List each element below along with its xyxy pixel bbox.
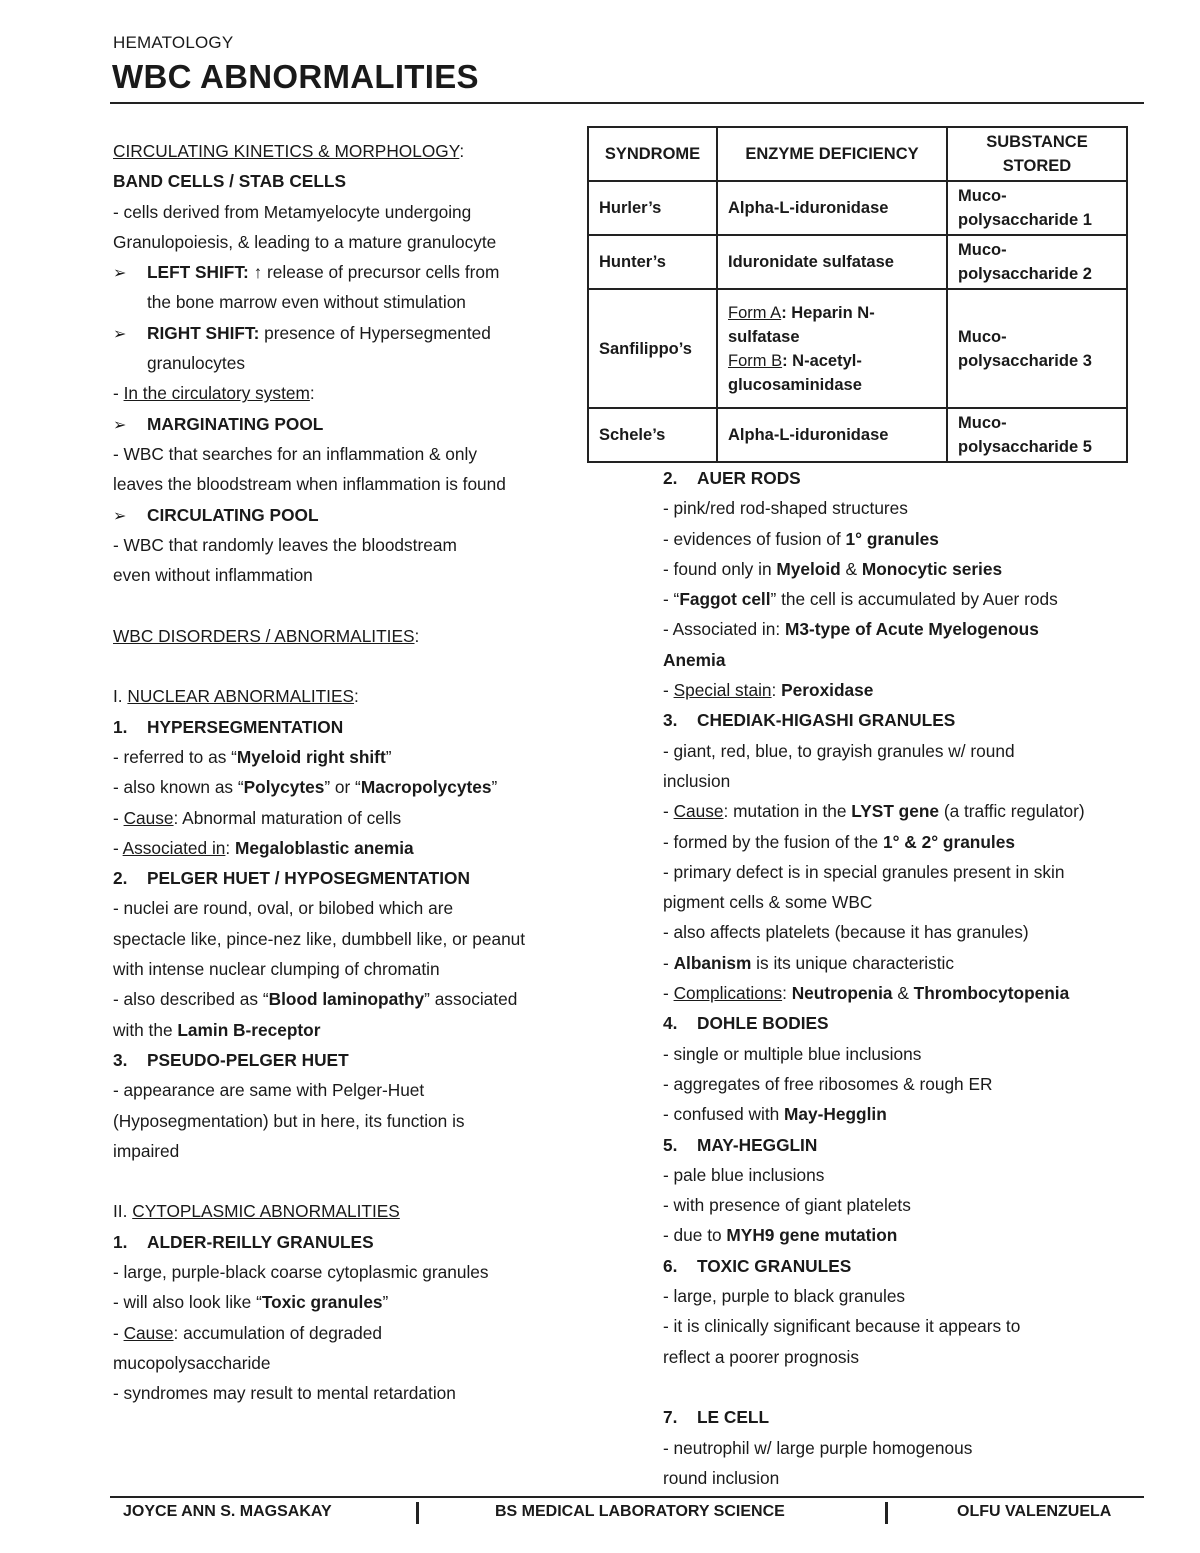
arrowhead-bullet-icon: ➢ (113, 325, 127, 343)
header-rule (110, 102, 1144, 104)
table-header-row (588, 127, 1127, 181)
cytoplasmic-heading: II. CYTOPLASMIC ABNORMALITIES (113, 1201, 400, 1222)
text-line: - also described as “Blood laminopathy” associated (113, 989, 518, 1010)
text-line: - formed by the fusion of the 1° & 2° granules (663, 831, 1015, 852)
left-column (113, 136, 591, 1408)
text-line: - giant, red, blue, to grayish granules w/ round (663, 740, 1015, 761)
text-line: - pink/red rod-shaped structures (663, 498, 908, 519)
pelger-huet-heading: 2. PELGER HUET / HYPOSEGMENTATION (113, 868, 470, 889)
chediak-higashi-heading: 3. CHEDIAK-HIGASHI GRANULES (663, 710, 956, 731)
dohle-bodies-heading: 4. DOHLE BODIES (663, 1013, 829, 1034)
text-line: - “Faggot cell” the cell is accumulated by Auer rods (663, 589, 1058, 610)
text-line: - appearance are same with Pelger-Huet (113, 1080, 425, 1101)
footer-school: OLFU VALENZUELA (957, 1503, 1112, 1520)
table-row (588, 289, 1127, 408)
right-shift-item: ➢ RIGHT SHIFT: presence of Hypersegmented (113, 318, 591, 348)
arrowhead-bullet-icon: ➢ (113, 416, 127, 434)
pseudo-pelger-heading: 3. PSEUDO-PELGER HUET (113, 1049, 349, 1070)
text-line: - will also look like “Toxic granules” (113, 1292, 389, 1313)
cause-line: - Cause: accumulation of degraded (113, 1322, 383, 1343)
le-cell-heading: 7. LE CELL (663, 1407, 770, 1428)
toxic-granules-heading: 6. TOXIC GRANULES (663, 1255, 852, 1276)
text-line: reflect a poorer prognosis (663, 1346, 859, 1367)
text-line: - due to MYH9 gene mutation (663, 1225, 898, 1246)
text-line: - large, purple to black granules (663, 1286, 906, 1307)
text-line: with the Lamin B-receptor (113, 1019, 321, 1040)
syndrome-cell: Hunter’s (588, 235, 717, 289)
footer-rule (110, 1496, 1144, 1498)
footer-separator (416, 1502, 419, 1524)
text-line: with intense nuclear clumping of chromatin (113, 959, 440, 980)
substance-cell: Muco-polysaccharide 3 (947, 289, 1127, 408)
enzyme-cell: Alpha-L-iduronidase (717, 181, 947, 235)
substance-cell: Muco-polysaccharide 2 (947, 235, 1127, 289)
band-heading: BAND CELLS / STAB CELLS (113, 171, 346, 192)
circulatory-system-line: - In the circulatory system: (113, 383, 315, 404)
text-line: - cells derived from Metamyelocyte undergoing (113, 201, 472, 222)
table-header-cell: SYNDROME (588, 127, 717, 181)
arrowhead-bullet-icon: ➢ (113, 265, 127, 283)
alder-reilly-heading: 1. ALDER-REILLY GRANULES (113, 1231, 374, 1252)
left-shift-item: ➢ LEFT SHIFT: ↑ release of precursor cells from (113, 257, 591, 287)
subject-label: HEMATOLOGY (113, 33, 234, 52)
text-line: - confused with May-Hegglin (663, 1104, 887, 1125)
enzyme-cell: Iduronidate sulfatase (717, 235, 947, 289)
text-line: Anemia (663, 649, 726, 670)
text-line: pigment cells & some WBC (663, 892, 873, 913)
text-line: leaves the bloodstream when inflammation is found (113, 474, 506, 495)
disorders-heading: WBC DISORDERS / ABNORMALITIES: (113, 625, 420, 646)
syndrome-cell: Schele’s (588, 408, 717, 462)
nuclear-heading: I. NUCLEAR ABNORMALITIES: (113, 686, 359, 707)
text-line: - also affects platelets (because it has granules) (663, 922, 1029, 943)
circulating-pool-item: ➢ CIRCULATING POOL (113, 500, 591, 530)
cause-line: - Cause: Abnormal maturation of cells (113, 807, 402, 828)
hypersegmentation-heading: 1. HYPERSEGMENTATION (113, 716, 344, 737)
syndrome-table (587, 126, 1128, 463)
text-line: - nuclei are round, oval, or bilobed which are (113, 898, 454, 919)
text-line: - WBC that randomly leaves the bloodstream (113, 534, 457, 555)
special-stain-line: - Special stain: Peroxidase (663, 680, 874, 701)
text-line: - single or multiple blue inclusions (663, 1043, 922, 1064)
text-line: - Associated in: M3-type of Acute Myelogenous (663, 619, 1039, 640)
may-hegglin-heading: 5. MAY-HEGGLIN (663, 1134, 818, 1155)
text-line: spectacle like, pince-nez like, dumbbell like, or peanut (113, 928, 526, 949)
right-column (663, 463, 1143, 1493)
enzyme-cell: Alpha-L-iduronidase (717, 408, 947, 462)
text-line: impaired (113, 1140, 180, 1161)
table-row (588, 408, 1127, 462)
syndrome-cell: Hurler’s (588, 181, 717, 235)
cause-line: - Cause: mutation in the LYST gene (a traffic regulator) (663, 801, 1085, 822)
text-line: Granulopoiesis, & leading to a mature granulocyte (113, 231, 497, 252)
footer-program: BS MEDICAL LABORATORY SCIENCE (495, 1503, 785, 1520)
text-line: - with presence of giant platelets (663, 1195, 911, 1216)
text-line: - evidences of fusion of 1° granules (663, 528, 939, 549)
arrowhead-bullet-icon: ➢ (113, 507, 127, 525)
table-header-cell: ENZYME DEFICIENCY (717, 127, 947, 181)
text-line: - pale blue inclusions (663, 1164, 825, 1185)
substance-cell: Muco-polysaccharide 5 (947, 408, 1127, 462)
kinetics-heading: CIRCULATING KINETICS & MORPHOLOGY: (113, 141, 465, 161)
text-line: - it is clinically significant because it appears to (663, 1316, 1021, 1337)
text-line: the bone marrow even without stimulation (147, 292, 466, 313)
table-row (588, 235, 1127, 289)
text-line: round inclusion (663, 1467, 780, 1488)
text-line: - found only in Myeloid & Monocytic series (663, 558, 1003, 579)
text-line: - referred to as “Myeloid right shift” (113, 746, 392, 767)
footer-author: JOYCE ANN S. MAGSAKAY (123, 1503, 332, 1520)
associated-line: - Associated in: Megaloblastic anemia (113, 837, 414, 858)
text-line: (Hyposegmentation) but in here, its function is (113, 1110, 465, 1131)
text-line: - aggregates of free ribosomes & rough ER (663, 1073, 993, 1094)
text-line: mucopolysaccharide (113, 1352, 271, 1373)
auer-rods-heading: 2. AUER RODS (663, 468, 801, 488)
substance-cell: Muco-polysaccharide 1 (947, 181, 1127, 235)
text-line: - neutrophil w/ large purple homogenous (663, 1437, 973, 1458)
enzyme-cell: Form A: Heparin N-sulfatase Form B: N-acetyl-glucosaminidase (717, 289, 947, 408)
text-line: inclusion (663, 770, 731, 791)
text-line: - syndromes may result to mental retardation (113, 1383, 456, 1404)
syndrome-cell: Sanfilippo’s (588, 289, 717, 408)
text-line: - large, purple-black coarse cytoplasmic granules (113, 1261, 489, 1282)
text-line: even without inflammation (113, 565, 313, 586)
footer-separator (885, 1502, 888, 1524)
table-row (588, 181, 1127, 235)
complications-line: - Complications: Neutropenia & Thrombocytopenia (663, 983, 1070, 1004)
table-header-cell: SUBSTANCE STORED (947, 127, 1127, 181)
text-line: - primary defect is in special granules present in skin (663, 861, 1065, 882)
page-title: WBC ABNORMALITIES (112, 58, 479, 95)
text-line: - Albanism is its unique characteristic (663, 952, 955, 973)
text-line: - also known as “Polycytes” or “Macropolycytes” (113, 777, 498, 798)
marginating-pool-item: ➢ MARGINATING POOL (113, 409, 591, 439)
text-line: - WBC that searches for an inflammation & only (113, 443, 478, 464)
text-line: granulocytes (147, 353, 245, 374)
